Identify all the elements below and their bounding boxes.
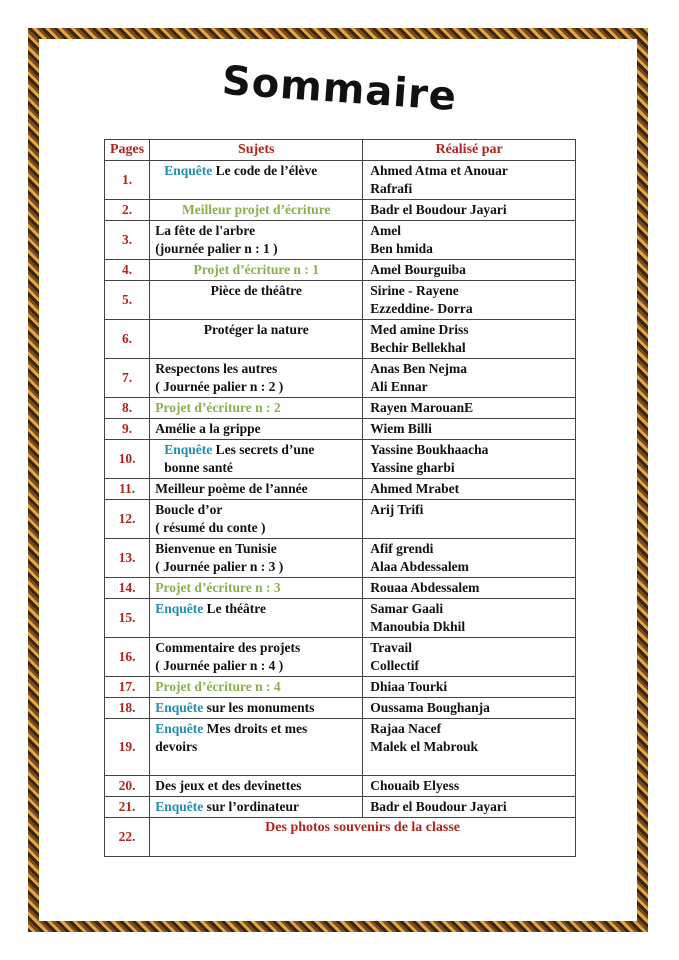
subject-cell — [150, 281, 363, 320]
author-cell — [363, 260, 576, 281]
table-row — [105, 797, 576, 818]
subject-cell — [150, 500, 363, 539]
table-row — [105, 818, 576, 857]
table-row — [105, 440, 576, 479]
subject-cell — [150, 599, 363, 638]
author-cell — [363, 200, 576, 221]
page-number: 9. — [105, 419, 150, 440]
author-line: Ahmed Atma et Anouar — [370, 163, 508, 178]
author-cell — [363, 719, 576, 776]
author-line: Ali Ennar — [370, 379, 428, 394]
subject-cell — [150, 440, 363, 479]
author-line: Bechir Bellekhal — [370, 340, 466, 355]
author-line: Rouaa Abdessalem — [370, 580, 480, 595]
merged-subject: Des photos souvenirs de la classe — [265, 820, 461, 835]
author-cell — [363, 677, 576, 698]
author-line: Travail — [370, 640, 412, 655]
table-row — [105, 719, 576, 776]
subject-keyword: Meilleur projet d’écriture — [181, 202, 331, 217]
author-cell — [363, 281, 576, 320]
subject-text-line2: bonne santé — [164, 460, 233, 475]
subject-cell — [150, 398, 363, 419]
table-row — [105, 500, 576, 539]
table-row — [105, 776, 576, 797]
header-realise: Réalisé par — [363, 140, 576, 161]
author-line: Oussama Boughanja — [370, 700, 490, 715]
table-row — [105, 200, 576, 221]
subject-cell — [150, 260, 363, 281]
author-line: Malek el Mabrouk — [370, 739, 478, 754]
page-number: 12. — [105, 500, 150, 539]
author-line: Chouaib Elyess — [370, 778, 460, 793]
page-number: 1. — [105, 161, 150, 200]
subject-cell — [150, 797, 363, 818]
subject-keyword: Enquête — [164, 442, 213, 457]
table-row — [105, 539, 576, 578]
subject-line: ( résumé du conte ) — [155, 520, 266, 535]
page-number: 5. — [105, 281, 150, 320]
header-sujets: Sujets — [150, 140, 363, 161]
subject-text: Amélie a la grippe — [155, 421, 261, 436]
author-cell — [363, 320, 576, 359]
author-line: Ezzeddine- Dorra — [370, 301, 473, 316]
author-cell — [363, 440, 576, 479]
table-row — [105, 260, 576, 281]
author-cell — [363, 398, 576, 419]
author-cell — [363, 578, 576, 599]
subject-cell — [150, 200, 363, 221]
author-line: Rajaa Nacef — [370, 721, 442, 736]
page-number: 13. — [105, 539, 150, 578]
author-line: Amel — [370, 223, 401, 238]
page-number: 2. — [105, 200, 150, 221]
author-cell — [363, 161, 576, 200]
subject-keyword: Enquête — [155, 721, 204, 736]
table-row — [105, 221, 576, 260]
author-line: Sirine - Rayene — [370, 283, 459, 298]
table-row — [105, 281, 576, 320]
author-cell — [363, 539, 576, 578]
author-line: Rafrafi — [370, 181, 413, 196]
subject-text-line2: devoirs — [155, 739, 198, 754]
author-cell — [363, 776, 576, 797]
subject-keyword: Enquête — [164, 163, 213, 178]
table-row — [105, 599, 576, 638]
subject-cell — [150, 359, 363, 398]
page-number: 15. — [105, 599, 150, 638]
page-number: 8. — [105, 398, 150, 419]
subject-line: (journée palier n : 1 ) — [155, 241, 278, 256]
table-row — [105, 419, 576, 440]
subject-text: Pièce de théâtre — [210, 283, 302, 298]
subject-line: Respectons les autres — [155, 361, 278, 376]
author-line: Amel Bourguiba — [370, 262, 466, 277]
author-line: Arij Trifi — [370, 502, 424, 517]
subject-cell — [150, 677, 363, 698]
subject-line: Commentaire des projets — [155, 640, 301, 655]
subject-text: Des jeux et des devinettes — [155, 778, 302, 793]
table-row — [105, 359, 576, 398]
author-line: Ahmed Mrabet — [370, 481, 460, 496]
subject-text: Mes droits et mes — [203, 721, 308, 736]
page-number: 18. — [105, 698, 150, 719]
subject-cell — [150, 698, 363, 719]
subject-text: Le code de l’élève — [212, 163, 318, 178]
subject-line: ( Journée palier n : 4 ) — [155, 658, 284, 673]
author-line: Samar Gaali — [370, 601, 444, 616]
subject-text: Protéger la nature — [203, 322, 309, 337]
page-number: 7. — [105, 359, 150, 398]
author-cell — [363, 419, 576, 440]
subject-keyword: Projet d’écriture n : 1 — [193, 262, 319, 277]
page-number: 14. — [105, 578, 150, 599]
subject-cell — [150, 320, 363, 359]
table-header-row — [105, 140, 576, 161]
page-number: 21. — [105, 797, 150, 818]
page-number: 22. — [105, 818, 150, 857]
table-row — [105, 698, 576, 719]
subject-text: Les secrets d’une — [212, 442, 315, 457]
summary-table — [104, 139, 576, 857]
subject-text: Le théâtre — [203, 601, 266, 616]
subject-line: ( Journée palier n : 3 ) — [155, 559, 284, 574]
subject-cell — [150, 419, 363, 440]
page-number: 6. — [105, 320, 150, 359]
page-number: 10. — [105, 440, 150, 479]
author-line: Yassine gharbi — [370, 460, 455, 475]
subject-text: sur l’ordinateur — [203, 799, 299, 814]
subject-keyword: Enquête — [155, 799, 204, 814]
page-number: 19. — [105, 719, 150, 776]
page-number: 17. — [105, 677, 150, 698]
subject-cell — [150, 161, 363, 200]
author-line: Badr el Boudour Jayari — [370, 202, 507, 217]
author-line: Afif grendi — [370, 541, 434, 556]
author-line: Alaa Abdessalem — [370, 559, 469, 574]
subject-keyword: Projet d’écriture n : 3 — [155, 580, 281, 595]
author-cell — [363, 221, 576, 260]
subject-cell — [150, 221, 363, 260]
table-row — [105, 677, 576, 698]
merged-cell — [150, 818, 576, 857]
author-line: Badr el Boudour Jayari — [370, 799, 507, 814]
author-line: Med amine Driss — [370, 322, 469, 337]
page-number: 3. — [105, 221, 150, 260]
page-number: 4. — [105, 260, 150, 281]
subject-cell — [150, 578, 363, 599]
author-line: Dhiaa Tourki — [370, 679, 448, 694]
subject-line: Boucle d’or — [155, 502, 223, 517]
table-row — [105, 578, 576, 599]
subject-cell — [150, 479, 363, 500]
table-row — [105, 320, 576, 359]
author-line: Wiem Billi — [370, 421, 432, 436]
subject-cell — [150, 638, 363, 677]
author-line: Collectif — [370, 658, 419, 673]
author-cell — [363, 797, 576, 818]
subject-keyword: Enquête — [155, 700, 204, 715]
author-line: Anas Ben Nejma — [370, 361, 467, 376]
page-number: 16. — [105, 638, 150, 677]
page-number: 11. — [105, 479, 150, 500]
subject-line: La fête de l'arbre — [155, 223, 256, 238]
subject-cell — [150, 539, 363, 578]
table-row — [105, 398, 576, 419]
subject-keyword: Enquête — [155, 601, 204, 616]
author-cell — [363, 479, 576, 500]
author-line: Rayen MarouanE — [370, 400, 474, 415]
page-title: Sommaire — [220, 57, 459, 121]
subject-keyword: Projet d’écriture n : 2 — [155, 400, 281, 415]
subject-line: Bienvenue en Tunisie — [155, 541, 277, 556]
header-pages: Pages — [105, 140, 150, 161]
table-row — [105, 638, 576, 677]
table-row — [105, 161, 576, 200]
subject-cell — [150, 719, 363, 776]
subject-cell — [150, 776, 363, 797]
author-line: Yassine Boukhaacha — [370, 442, 489, 457]
page-number: 20. — [105, 776, 150, 797]
subject-keyword: Projet d’écriture n : 4 — [155, 679, 281, 694]
author-line: Manoubia Dkhil — [370, 619, 466, 634]
author-cell — [363, 638, 576, 677]
author-cell — [363, 599, 576, 638]
author-line: Ben hmida — [370, 241, 433, 256]
author-cell — [363, 698, 576, 719]
subject-line: ( Journée palier n : 2 ) — [155, 379, 284, 394]
author-cell — [363, 500, 576, 539]
subject-text: Meilleur poème de l’année — [155, 481, 308, 496]
subject-text: sur les monuments — [203, 700, 315, 715]
author-cell — [363, 359, 576, 398]
table-row — [105, 479, 576, 500]
